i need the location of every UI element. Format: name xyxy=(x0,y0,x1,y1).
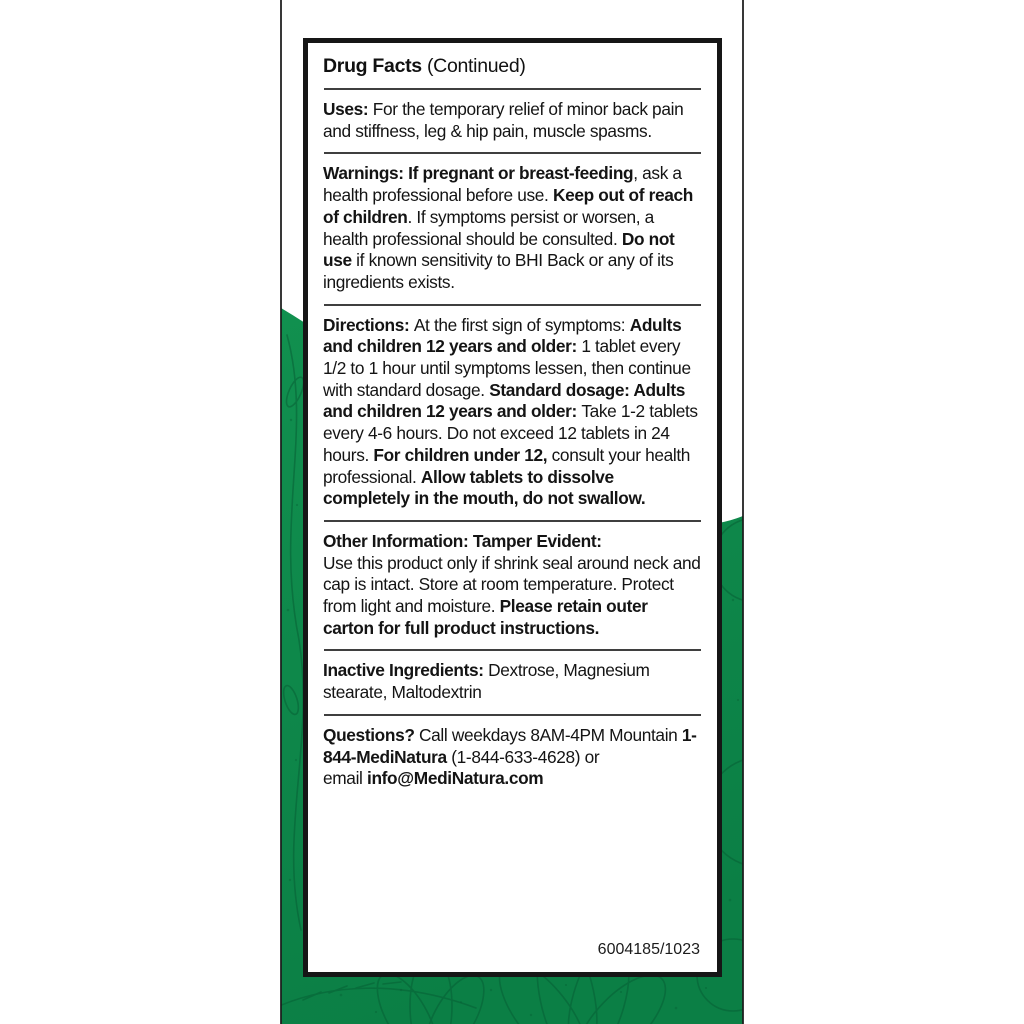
package-edge-right xyxy=(742,0,744,1024)
package-edge-left xyxy=(280,0,282,1024)
section-directions: Directions: At the first sign of symptoms: Adults and children 12 years and older: 1 tablet every 1/2 to 1 hour until symptoms lessen, then continue with standard dosage. Standard dosage: Adults and children 12 years and older: Take 1-2 tablets every 4-6 hours. Do not exceed 12 tablets in 24 hours. For children under 12, consult your health professional. Allow tablets to dissolve completely in the mouth, do not swallow. xyxy=(323,314,698,509)
section-questions: Questions? Call weekdays 8AM-4PM Mountain 1-844-MediNatura (1-844-633-4628) or email info@MediNatura.com xyxy=(323,724,697,789)
drug-facts-box xyxy=(303,38,722,977)
section-inactive-ingredients: Inactive Ingredients: Dextrose, Magnesium stearate, Maltodextrin xyxy=(323,660,650,703)
section-uses: Uses: For the temporary relief of minor back pain and stiffness, leg & hip pain, muscle spasms. xyxy=(323,99,684,141)
section-other-information: Other Information: Tamper Evident: Use this product only if shrink seal around neck and cap is intact. Store at room temperature. Protect from light and moisture. Please retain outer carton for full product instructions. xyxy=(323,530,701,638)
blank-space xyxy=(323,800,702,941)
drug-facts-title: Drug Facts (Continued) xyxy=(323,55,526,77)
section-warnings: Warnings: If pregnant or breast-feeding, ask a health professional before use. Keep out of reach of children. If symptoms persist or worsen, a health professional should be consulted. Do not use if known sensitivity to BHI Back or any of its ingredients exists. xyxy=(323,163,693,292)
product-code: 6004185/1023 xyxy=(597,941,700,958)
